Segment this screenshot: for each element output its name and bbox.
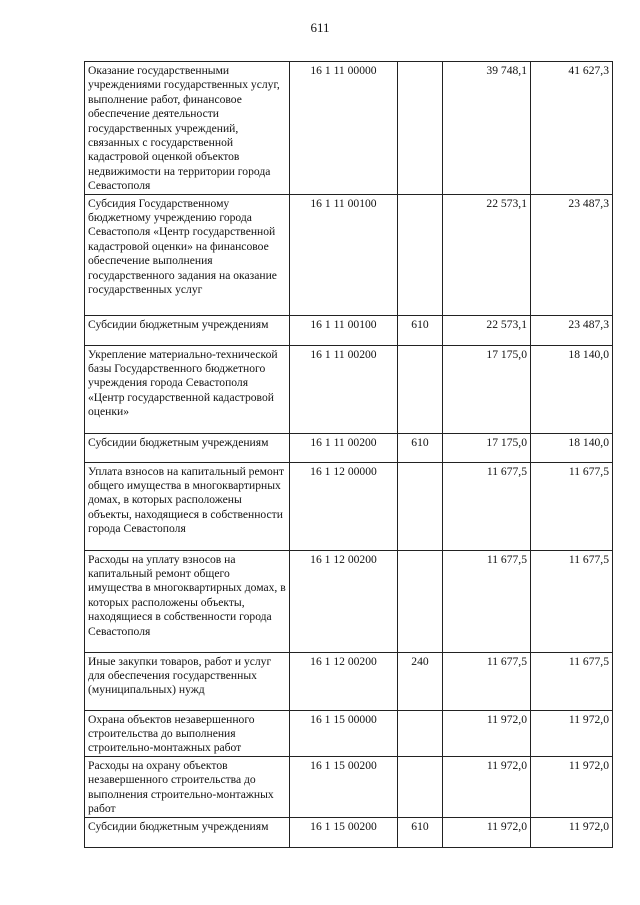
expense-type-code — [398, 462, 443, 550]
table-row — [85, 710, 613, 756]
amount-year-1: 11 677,5 — [443, 652, 531, 710]
amount-year-1: 17 175,0 — [443, 345, 531, 433]
expense-name: Субсидии бюджетным учреждениям — [85, 817, 290, 847]
table-row — [85, 756, 613, 817]
target-article-code: 16 1 11 00200 — [290, 345, 398, 433]
target-article-code: 16 1 12 00200 — [290, 550, 398, 652]
target-article-code: 16 1 11 00000 — [290, 62, 398, 195]
expense-type-code — [398, 345, 443, 433]
target-article-code: 16 1 15 00200 — [290, 817, 398, 847]
table-row — [85, 817, 613, 847]
amount-year-1: 39 748,1 — [443, 62, 531, 195]
amount-year-2: 11 677,5 — [531, 462, 613, 550]
expense-type-code — [398, 62, 443, 195]
amount-year-1: 22 573,1 — [443, 194, 531, 315]
expense-type-code: 610 — [398, 817, 443, 847]
amount-year-2: 11 677,5 — [531, 550, 613, 652]
amount-year-1: 11 972,0 — [443, 710, 531, 756]
target-article-code: 16 1 11 00100 — [290, 315, 398, 345]
table-row — [85, 315, 613, 345]
expense-type-code: 240 — [398, 652, 443, 710]
amount-year-1: 17 175,0 — [443, 433, 531, 462]
table-row — [85, 462, 613, 550]
amount-year-2: 11 972,0 — [531, 756, 613, 817]
amount-year-1: 11 677,5 — [443, 462, 531, 550]
target-article-code: 16 1 12 00200 — [290, 652, 398, 710]
expense-name: Уплата взносов на капитальный ремонт общего имущества в многоквартирных домах, в которых расположены объекты, находящиеся в собственности города Севастополя — [85, 462, 290, 550]
budget-table — [84, 61, 613, 848]
expense-type-code — [398, 710, 443, 756]
amount-year-1: 11 972,0 — [443, 756, 531, 817]
table-row — [85, 652, 613, 710]
target-article-code: 16 1 12 00000 — [290, 462, 398, 550]
expense-name: Иные закупки товаров, работ и услуг для обеспечения государственных (муниципальных) нужд — [85, 652, 290, 710]
expense-name: Расходы на уплату взносов на капитальный ремонт общего имущества в многоквартирных домах, в которых расположены объекты, находящиеся в собственности города Севастополя — [85, 550, 290, 652]
target-article-code: 16 1 15 00200 — [290, 756, 398, 817]
amount-year-2: 23 487,3 — [531, 194, 613, 315]
expense-name: Укрепление материально-технической базы Государственного бюджетного учреждения города Севастополя «Центр государственной кадастровой оценки» — [85, 345, 290, 433]
amount-year-2: 41 627,3 — [531, 62, 613, 195]
amount-year-2: 23 487,3 — [531, 315, 613, 345]
expense-name: Субсидии бюджетным учреждениям — [85, 315, 290, 345]
expense-type-code — [398, 550, 443, 652]
amount-year-2: 18 140,0 — [531, 433, 613, 462]
expense-type-code: 610 — [398, 315, 443, 345]
table-row — [85, 345, 613, 433]
expense-type-code — [398, 756, 443, 817]
expense-name: Субсидии бюджетным учреждениям — [85, 433, 290, 462]
table-row — [85, 550, 613, 652]
expense-name: Оказание государственными учреждениями государственных услуг, выполнение работ, финансовое обеспечение деятельности государственных учреждений, связанных с государственной кадастровой оценкой объектов недвижимости на территории города Севастополя — [85, 62, 290, 195]
target-article-code: 16 1 15 00000 — [290, 710, 398, 756]
amount-year-2: 11 972,0 — [531, 817, 613, 847]
page-number: 611 — [310, 20, 330, 35]
amount-year-1: 11 972,0 — [443, 817, 531, 847]
amount-year-1: 22 573,1 — [443, 315, 531, 345]
expense-name: Расходы на охрану объектов незавершенного строительства до выполнения строительно-монтажных работ — [85, 756, 290, 817]
amount-year-2: 11 677,5 — [531, 652, 613, 710]
amount-year-2: 18 140,0 — [531, 345, 613, 433]
table-row — [85, 194, 613, 315]
target-article-code: 16 1 11 00200 — [290, 433, 398, 462]
table-row — [85, 62, 613, 195]
expense-name: Субсидия Государственному бюджетному учреждению города Севастополя «Центр государственной кадастровой оценки» на финансовое обеспечение выполнения государственного задания на оказание государственных услуг — [85, 194, 290, 315]
amount-year-1: 11 677,5 — [443, 550, 531, 652]
table-row — [85, 433, 613, 462]
expense-type-code: 610 — [398, 433, 443, 462]
expense-type-code — [398, 194, 443, 315]
amount-year-2: 11 972,0 — [531, 710, 613, 756]
expense-name: Охрана объектов незавершенного строительства до выполнения строительно-монтажных работ — [85, 710, 290, 756]
target-article-code: 16 1 11 00100 — [290, 194, 398, 315]
